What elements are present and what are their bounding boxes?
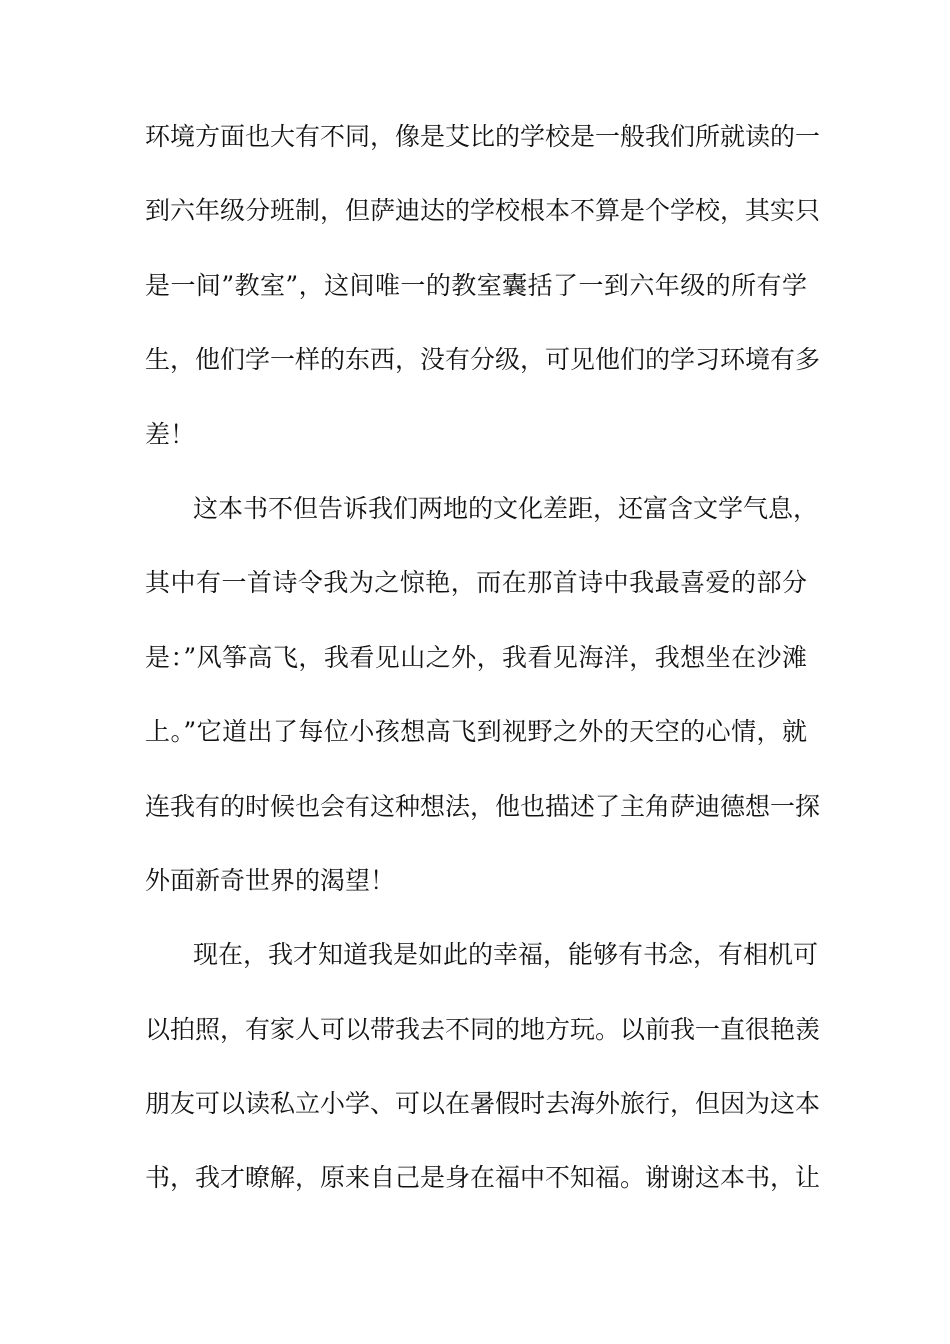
text-line: 连我有的时候也会有这种想法，他也描述了主角萨迪德想一探 bbox=[145, 791, 821, 821]
text-line: 差！ bbox=[145, 419, 196, 449]
text-line: 到六年级分班制，但萨迪达的学校根本不算是个学校，其实只 bbox=[145, 196, 821, 226]
text-line: 是一间”教室”，这间唯一的教室囊括了一到六年级的所有学 bbox=[145, 270, 807, 300]
text-line: 以拍照，有家人可以带我去不同的地方玩。以前我一直很艳羡 bbox=[145, 1014, 821, 1044]
text-line: 环境方面也大有不同，像是艾比的学校是一般我们所就读的一 bbox=[145, 122, 821, 151]
text-line: 其中有一首诗令我为之惊艳，而在那首诗中我最喜爱的部分 bbox=[145, 568, 807, 598]
text-line: 书，我才暸解，原来自己是身在福中不知福。谢谢这本书，让 bbox=[145, 1163, 821, 1193]
text-line: 外面新奇世界的渴望！ bbox=[145, 865, 396, 895]
text-line: 朋友可以读私立小学、可以在暑假时去海外旅行，但因为这本 bbox=[145, 1089, 821, 1119]
paragraph-first-line: 现在，我才知道我是如此的幸福，能够有书念，有相机可 bbox=[193, 940, 819, 970]
text-line: 是：”风筝高飞，我看见山之外，我看见海洋，我想坐在沙滩 bbox=[145, 642, 807, 672]
document-body bbox=[145, 118, 821, 1234]
paragraph-first-line: 这本书不但告诉我们两地的文化差距，还富含文学气息， bbox=[193, 493, 819, 523]
text-line: 生，他们学一样的东西，没有分级，可见他们的学习环境有多 bbox=[145, 345, 821, 375]
text-line: 上。”它道出了每位小孩想高飞到视野之外的天空的心情，就 bbox=[145, 717, 807, 747]
